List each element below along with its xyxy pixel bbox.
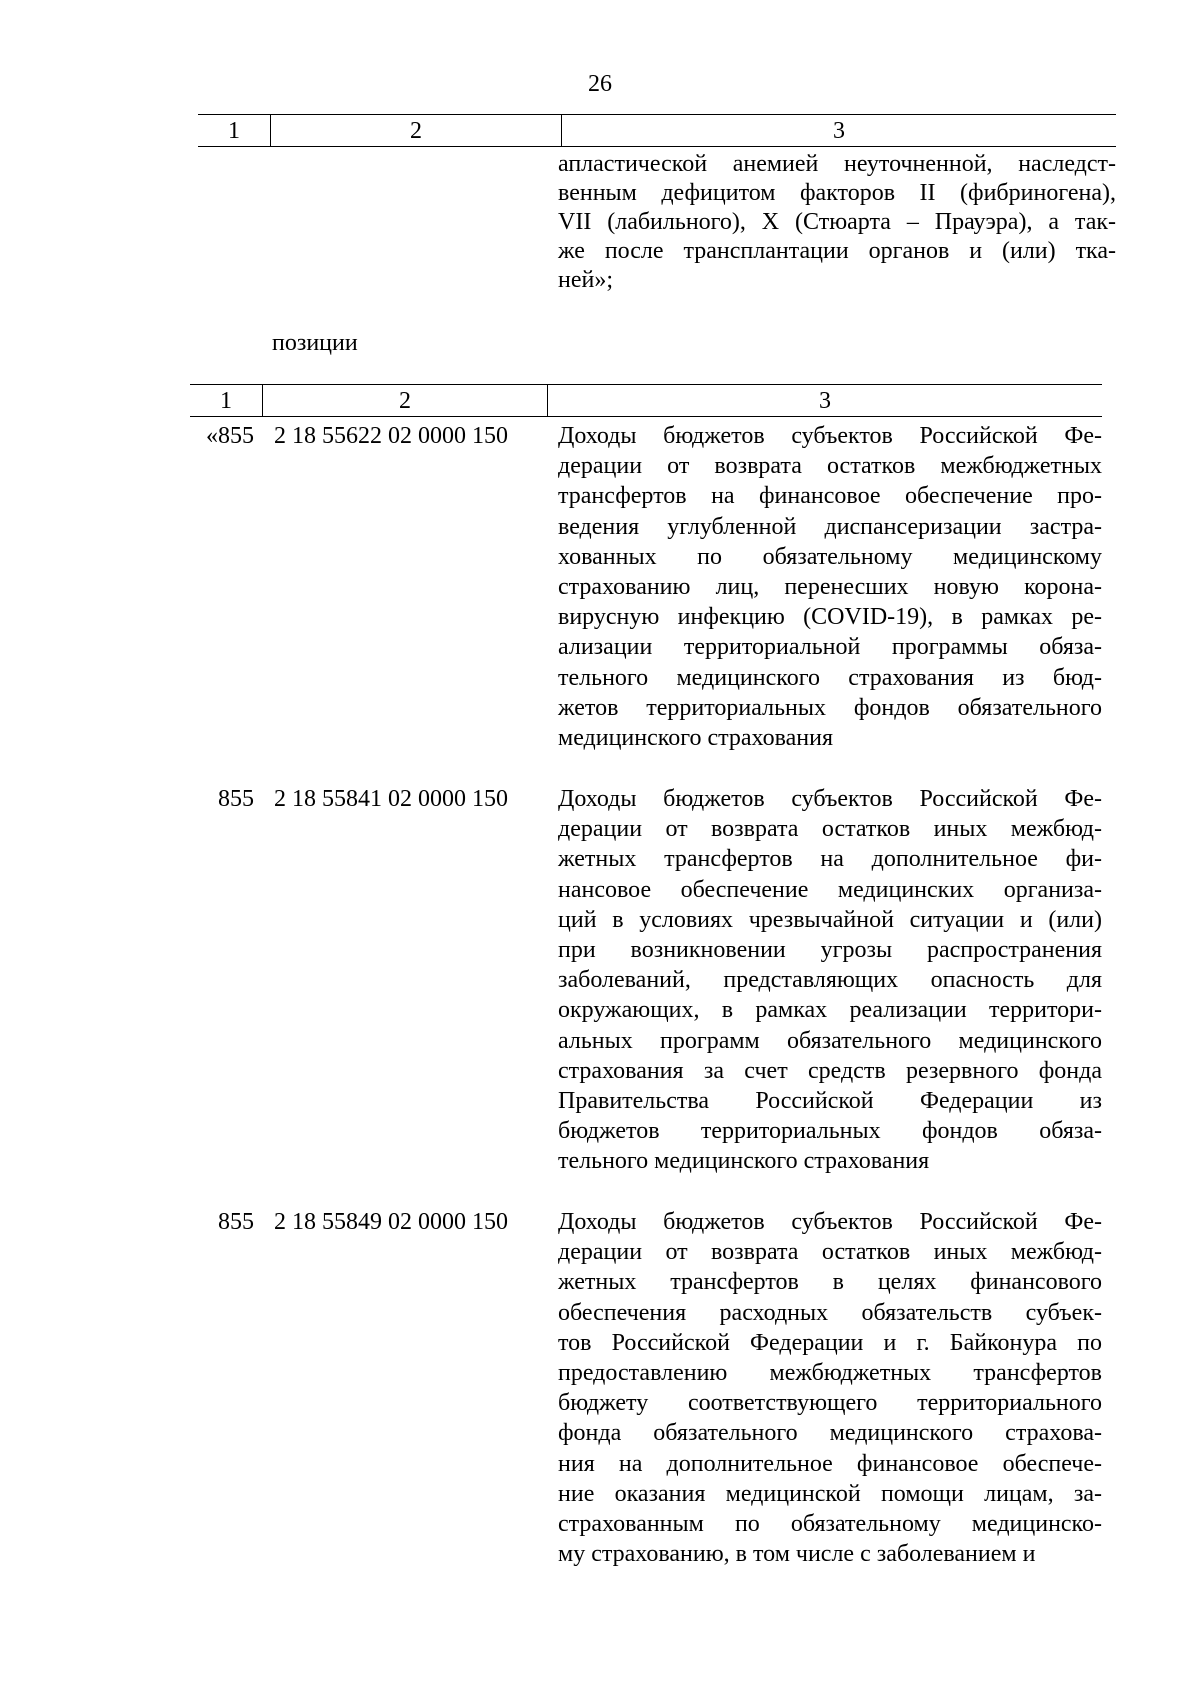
text-line: трансфертов на финансовое обеспечение про- [558,483,1102,510]
text-line: страхования за счет средств резервного фонда [558,1057,1102,1084]
header-col-3: 3 [548,385,1103,417]
page-number: 26 [588,71,612,97]
text-line: Доходы бюджетов субъектов Российской Фе- [558,786,1102,812]
admin-code: «855 [206,423,254,449]
kbk-code: 2 18 55622 02 0000 150 [274,423,508,449]
text-line: ализации территориальной программы обяза- [558,634,1102,661]
header-col-2: 2 [271,115,562,147]
text-line: хованных по обязательному медицинскому [558,543,1102,570]
text-line: жетных трансфертов на дополнительное фи- [558,846,1102,873]
row-description [558,421,1102,753]
text-line: фонда обязательного медицинского страхова- [558,1420,1102,1447]
text-line: Доходы бюджетов субъектов Российской Фе- [558,1209,1102,1235]
text-line: заболеваний, представляющих опасность для [558,967,1102,994]
header-col-1: 1 [220,387,232,414]
positions-label: позиции [272,330,358,356]
text-line: ние оказания медицинской помощи лицам, за- [558,1480,1102,1507]
text-line: венным дефицитом факторов II (фибриногена), [558,180,1116,206]
table-header-top [198,114,1116,147]
admin-code: 855 [218,1209,254,1235]
text-line: страхованным по обязательному медицинско- [558,1511,1102,1538]
text-line: нансовое обеспечение медицинских организа- [558,876,1102,903]
text-line: му страхованию, в том числе с заболеванием и [558,1541,1036,1568]
text-line: Правительства Российской Федерации из [558,1088,1102,1115]
table-header-positions [190,384,1102,417]
header-col-3: 3 [562,115,1117,147]
row-description [558,1207,1102,1569]
admin-code: 855 [218,786,254,812]
text-line: тельного медицинского страхования [558,1148,930,1175]
header-col-2: 2 [263,385,548,417]
text-line: апластической анемией неуточненной, наследст- [558,151,1116,177]
text-line: альных программ обязательного медицинского [558,1027,1102,1054]
kbk-code: 2 18 55841 02 0000 150 [274,786,508,812]
text-line: Доходы бюджетов субъектов Российской Фе- [558,423,1102,449]
text-line: VII (лабильного), X (Стюарта – Прауэра), а так- [558,209,1116,235]
text-line: жетных трансфертов в целях финансового [558,1269,1102,1296]
kbk-code: 2 18 55849 02 0000 150 [274,1209,508,1235]
text-line: же после трансплантации органов и (или) тка- [558,238,1116,264]
text-line: тельного медицинского страхования из бюд- [558,664,1102,691]
text-line: дерации от возврата остатков иных межбюд- [558,1239,1102,1266]
text-line: бюджетов территориальных фондов обяза- [558,1118,1102,1145]
text-line: ней»; [558,267,614,293]
text-line: ния на дополнительное финансовое обеспече- [558,1450,1102,1477]
text-line: страхованию лиц, перенесших новую корона- [558,574,1102,601]
text-line: тов Российской Федерации и г. Байконура по [558,1329,1102,1356]
text-line: обеспечения расходных обязательств субъек- [558,1299,1102,1326]
row-description [558,784,1102,1177]
text-line: дерации от возврата остатков иных межбюд- [558,816,1102,843]
text-line: ведения углубленной диспансеризации застра- [558,513,1102,540]
header-col-1: 1 [228,117,240,144]
text-line: жетов территориальных фондов обязательного [558,694,1102,721]
text-line: дерации от возврата остатков межбюджетных [558,453,1102,480]
text-line: окружающих, в рамках реализации территори- [558,997,1102,1024]
text-line: медицинского страхования [558,725,834,752]
text-line: бюджету соответствующего территориального [558,1390,1102,1417]
text-line: предоставлению межбюджетных трансфертов [558,1360,1102,1387]
text-line: ций в условиях чрезвычайной ситуации и (или) [558,906,1102,933]
continuation-text [558,150,1116,295]
text-line: вирусную инфекцию (COVID-19), в рамках ре- [558,604,1102,631]
text-line: при возникновении угрозы распространения [558,937,1102,964]
